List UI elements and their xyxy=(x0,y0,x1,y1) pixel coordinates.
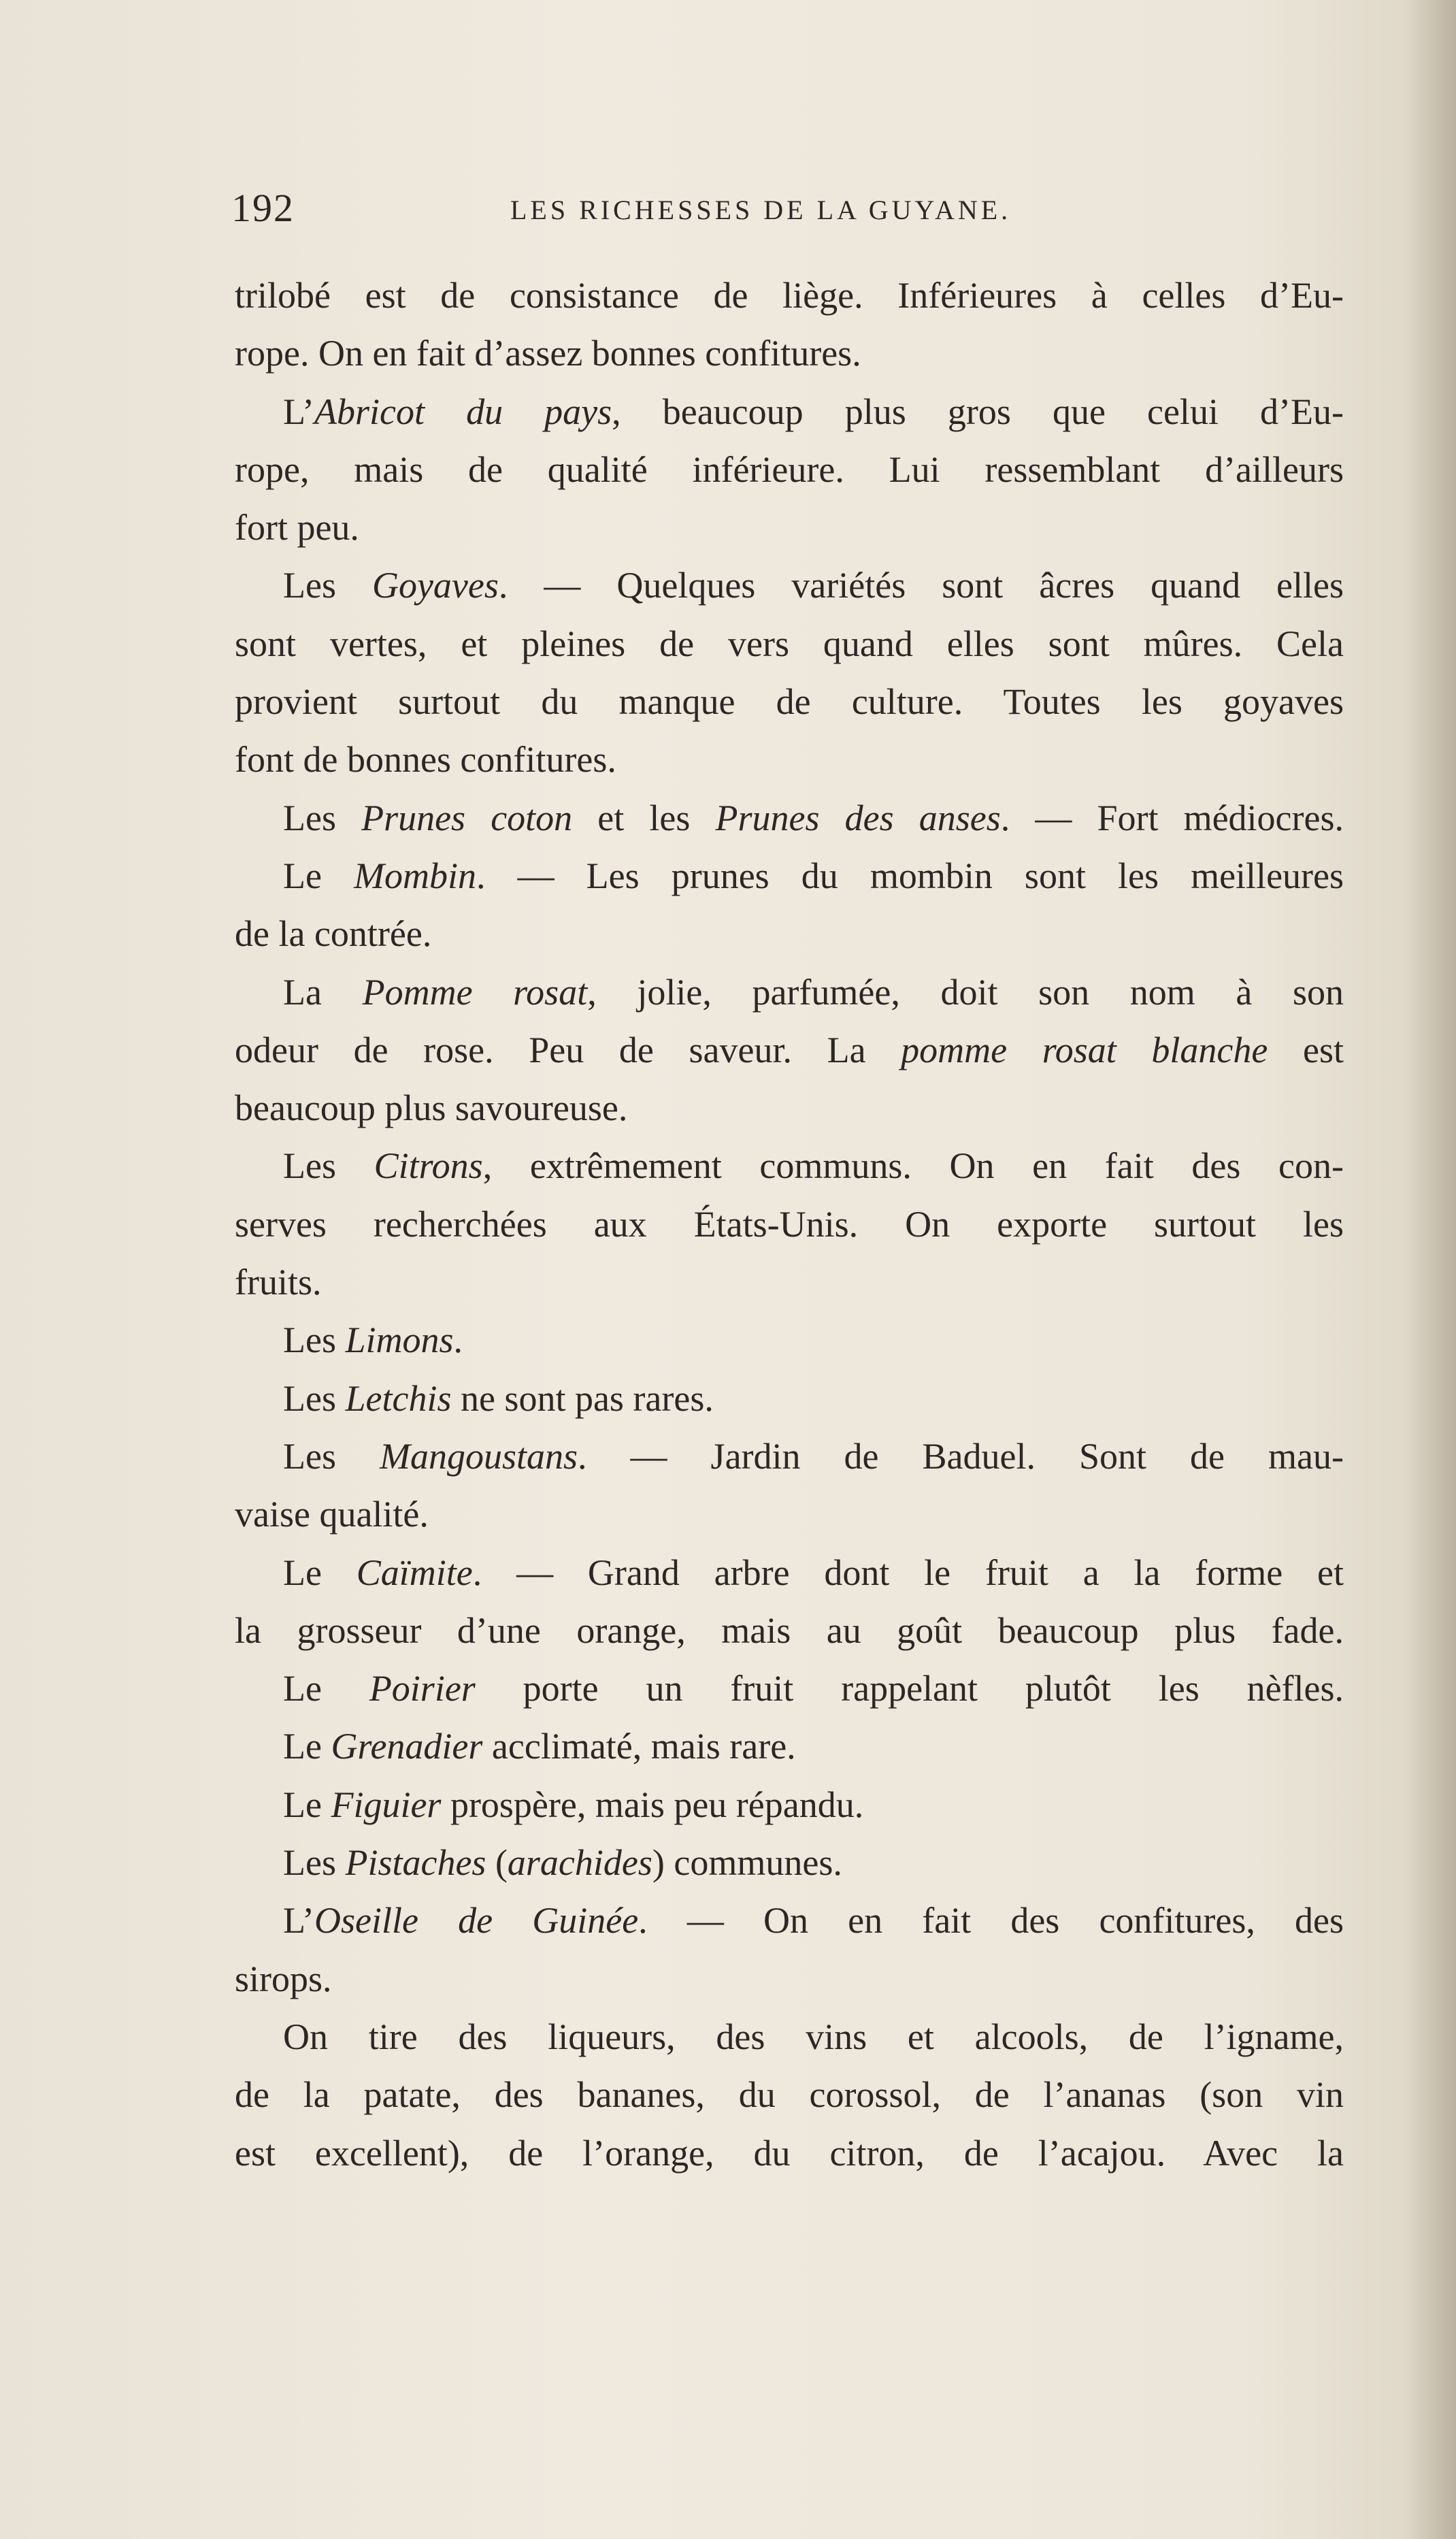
text-run: est xyxy=(1268,1029,1344,1070)
text-run: L’ xyxy=(283,1900,315,1942)
text-line xyxy=(235,2066,1344,2124)
italic-term: Caïmite xyxy=(356,1552,473,1593)
italic-term: Mombin xyxy=(354,855,477,896)
italic-term: Prunes des anses xyxy=(715,797,1001,838)
text-line xyxy=(235,1660,1344,1718)
text-run: rope. On en fait d’assez bonnes confitures. xyxy=(235,333,861,374)
text-run: Le xyxy=(283,1784,331,1825)
text-run: prospère, mais peu répandu. xyxy=(441,1784,864,1825)
text-run: de la patate, des bananes, du corossol, de l’ananas (son vin xyxy=(235,2074,1344,2116)
italic-term: pomme rosat blanche xyxy=(901,1029,1268,1070)
italic-term: Pistaches xyxy=(345,1842,486,1884)
text-line xyxy=(235,847,1344,905)
text-run: serves recherchées aux États-Unis. On exporte surtout les xyxy=(235,1203,1344,1245)
text-run: ) communes. xyxy=(652,1842,842,1884)
text-line xyxy=(235,325,1344,382)
text-run: la grosseur d’une orange, mais au goût beaucoup plus fade. xyxy=(235,1609,1344,1651)
text-run: beaucoup plus savoureuse. xyxy=(235,1087,628,1129)
text-run: Les xyxy=(283,1435,380,1477)
italic-term: Prunes coton xyxy=(361,797,573,838)
text-line xyxy=(235,1021,1344,1079)
italic-term: Letchis xyxy=(345,1377,452,1419)
text-run: trilobé est de consistance de liège. Inférieures à celles d’Eu- xyxy=(235,275,1344,316)
text-run: . — Jardin de Baduel. Sont de mau- xyxy=(578,1435,1344,1477)
italic-term: Pomme rosat xyxy=(362,971,588,1013)
text-run: . — Fort médiocres. xyxy=(1000,797,1344,838)
text-run: et les xyxy=(572,797,716,838)
italic-term: Citrons xyxy=(374,1145,483,1187)
text-run: Les xyxy=(283,565,372,606)
italic-term: Poirier xyxy=(369,1668,476,1709)
text-line xyxy=(235,2008,1344,2066)
text-line xyxy=(235,441,1344,499)
text-line xyxy=(235,1428,1344,1486)
page-gutter-shadow xyxy=(1408,0,1456,2539)
text-run: fort peu. xyxy=(235,507,359,548)
text-line xyxy=(235,383,1344,441)
text-line xyxy=(235,1196,1344,1254)
text-line xyxy=(235,2125,1344,2182)
text-run: . — On en fait des confitures, des xyxy=(638,1900,1344,1942)
text-line xyxy=(235,1718,1344,1775)
text-line xyxy=(235,1950,1344,2008)
text-line xyxy=(235,1776,1344,1834)
text-run: Le xyxy=(283,855,354,896)
text-run: de la contrée. xyxy=(235,913,432,955)
page-number: 192 xyxy=(231,186,295,230)
text-line xyxy=(235,615,1344,673)
text-run: ne sont pas rares. xyxy=(451,1377,714,1419)
text-run: Le xyxy=(283,1668,369,1709)
italic-term: Abricot du pays xyxy=(314,391,612,432)
text-line xyxy=(235,1486,1344,1543)
text-line xyxy=(235,1254,1344,1311)
text-run: , beaucoup plus gros que celui d’Eu- xyxy=(612,391,1344,432)
text-run: La xyxy=(283,971,363,1013)
text-line xyxy=(235,499,1344,557)
text-run: . — Grand arbre dont le fruit a la forme et xyxy=(472,1552,1344,1593)
italic-term: Figuier xyxy=(331,1784,442,1825)
text-run: acclimaté, mais rare. xyxy=(482,1726,796,1767)
text-run: odeur de rose. Peu de saveur. La xyxy=(235,1029,901,1070)
text-run: Les xyxy=(283,1842,346,1884)
text-line xyxy=(235,267,1344,325)
text-run: provient surtout du manque de culture. Toutes les goyaves xyxy=(235,681,1344,723)
body-text xyxy=(235,267,1344,2182)
text-run: font de bonnes confitures. xyxy=(235,739,616,781)
text-run: Les xyxy=(283,1145,374,1187)
text-line xyxy=(235,905,1344,963)
text-run: sirops. xyxy=(235,1958,332,1999)
text-run: L’ xyxy=(283,391,315,432)
text-run: Le xyxy=(283,1552,357,1593)
text-line xyxy=(235,1544,1344,1602)
text-run: . — Les prunes du mombin sont les meilleures xyxy=(476,855,1344,896)
text-run: Les xyxy=(283,1377,346,1419)
text-run: Les xyxy=(283,797,362,838)
text-line xyxy=(235,1079,1344,1137)
text-line xyxy=(235,557,1344,615)
italic-term: Oseille de Guinée xyxy=(314,1900,639,1942)
text-line xyxy=(235,673,1344,731)
text-line xyxy=(235,1370,1344,1428)
italic-term: Limons xyxy=(345,1320,454,1361)
text-line xyxy=(235,1137,1344,1195)
text-line xyxy=(235,731,1344,789)
text-run: Le xyxy=(283,1726,331,1767)
text-run: ( xyxy=(486,1842,508,1884)
text-run: , extrêmement communs. On en fait des con- xyxy=(482,1145,1344,1187)
text-run: est excellent), de l’orange, du citron, de l’acajou. Avec la xyxy=(235,2132,1344,2174)
text-run: vaise qualité. xyxy=(235,1494,429,1535)
text-run: On tire des liqueurs, des vins et alcools, de l’igname, xyxy=(283,2016,1344,2057)
text-run: , jolie, parfumée, doit son nom à son xyxy=(587,971,1344,1013)
text-run: . — Quelques variétés sont âcres quand elles xyxy=(498,565,1344,606)
text-line xyxy=(235,1311,1344,1369)
text-run: porte un fruit rappelant plutôt les nèfles. xyxy=(475,1668,1344,1709)
text-run: fruits. xyxy=(235,1262,322,1303)
text-line xyxy=(235,1834,1344,1892)
text-line xyxy=(235,789,1344,847)
italic-term: Goyaves xyxy=(371,565,499,606)
text-run: . xyxy=(453,1320,463,1361)
italic-term: Grenadier xyxy=(331,1726,483,1767)
text-line xyxy=(235,1602,1344,1660)
text-line xyxy=(235,1892,1344,1950)
italic-term: arachides xyxy=(507,1842,652,1884)
text-line xyxy=(235,964,1344,1021)
text-run: Les xyxy=(283,1320,346,1361)
running-title: LES RICHESSES DE LA GUYANE. xyxy=(510,195,1012,225)
text-run: rope, mais de qualité inférieure. Lui ressemblant d’ailleurs xyxy=(235,448,1344,490)
italic-term: Mangoustans xyxy=(380,1435,578,1477)
text-run: sont vertes, et pleines de vers quand elles sont mûres. Cela xyxy=(235,623,1344,664)
